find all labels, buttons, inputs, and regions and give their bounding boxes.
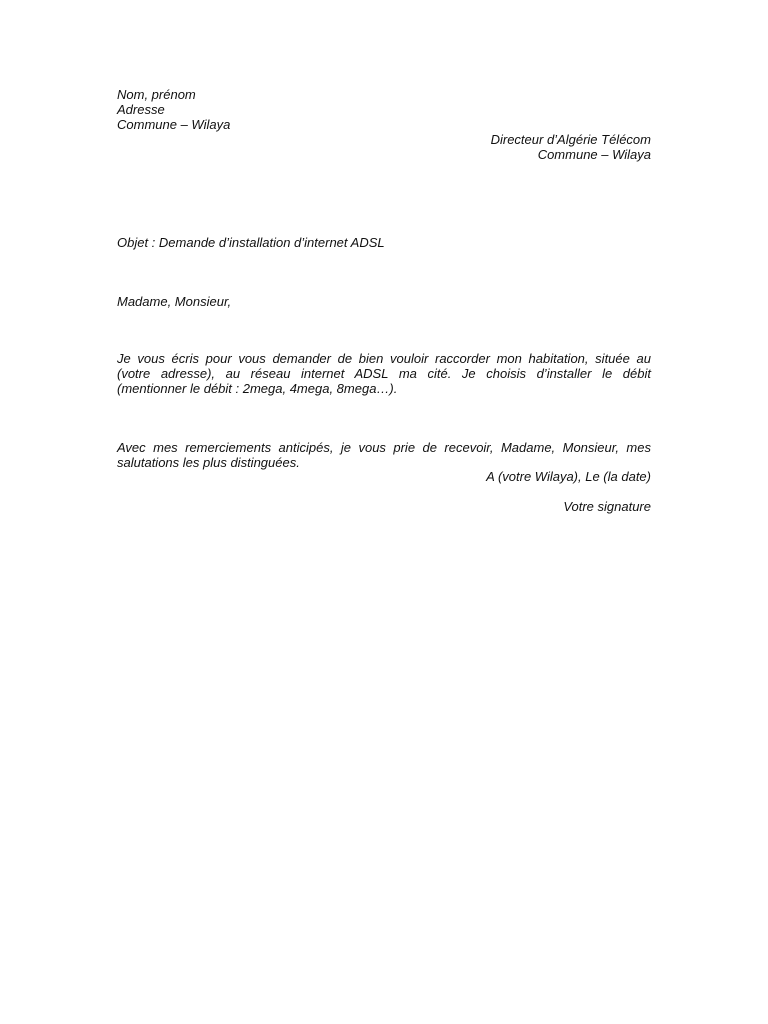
place-date-line <box>117 469 651 484</box>
body-line-2: (votre adresse), au réseau internet ADSL ma cité. Je choisis d’installer le débit <box>117 366 651 381</box>
sender-name: Nom, prénom <box>117 87 196 102</box>
closing-line-1: Avec mes remerciements anticipés, je vous prie de recevoir, Madame, Monsieur, mes <box>117 440 651 455</box>
sender-address: Adresse <box>117 102 165 117</box>
place-date-text: A (votre Wilaya), Le (la date) <box>486 469 651 484</box>
signature-text: Votre signature <box>563 499 651 514</box>
sender-block <box>117 87 651 132</box>
sender-commune: Commune – Wilaya <box>117 117 231 132</box>
subject-line <box>117 235 651 250</box>
body-line-1: Je vous écris pour vous demander de bien vouloir raccorder mon habitation, située au <box>117 351 651 366</box>
salutation-line <box>117 294 651 309</box>
closing-paragraph <box>117 440 651 470</box>
signature-line <box>117 499 651 514</box>
recipient-block <box>117 132 651 162</box>
body-paragraph <box>117 351 651 396</box>
recipient-commune: Commune – Wilaya <box>537 147 651 162</box>
recipient-title: Directeur d’Algérie Télécom <box>490 132 651 147</box>
salutation-text: Madame, Monsieur, <box>117 294 232 309</box>
closing-line-2: salutations les plus distinguées. <box>117 455 300 470</box>
body-line-3: (mentionner le débit : 2mega, 4mega, 8mega…). <box>117 381 398 396</box>
subject-text: Objet : Demande d’installation d’internet ADSL <box>117 235 385 250</box>
